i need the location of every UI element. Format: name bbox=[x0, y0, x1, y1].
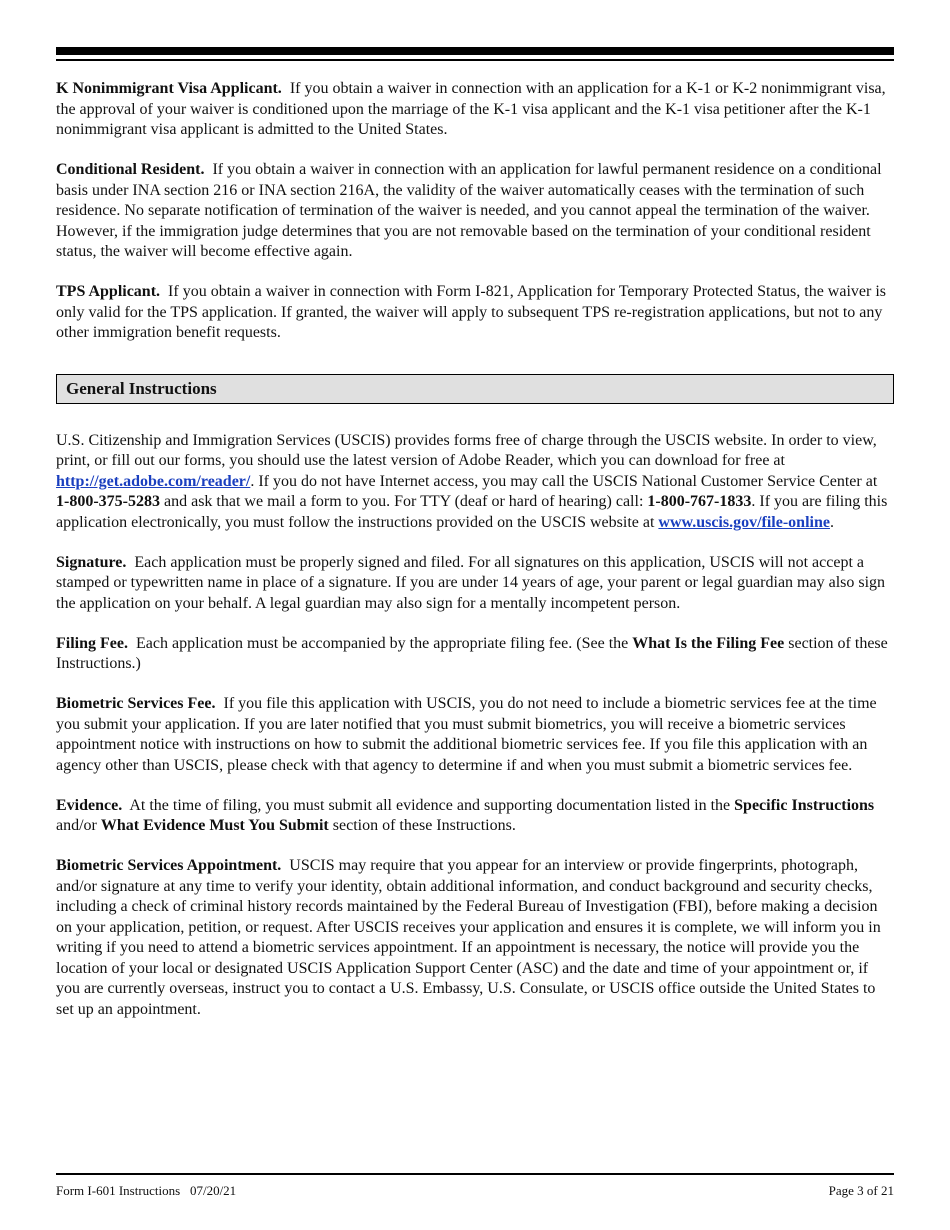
evidence-title: Evidence. bbox=[56, 796, 123, 814]
adobe-reader-link[interactable]: http://get.adobe.com/reader/ bbox=[56, 472, 251, 490]
footer-page-number: Page 3 of 21 bbox=[828, 1183, 894, 1198]
k-visa-paragraph bbox=[56, 79, 894, 141]
filing-fee-reference: What Is the Filing Fee bbox=[632, 634, 785, 652]
evidence-paragraph bbox=[56, 796, 894, 837]
evidence-body-1: At the time of filing, you must submit all evidence and supporting documentation listed in the bbox=[129, 796, 735, 814]
header-rule-thick bbox=[56, 47, 894, 55]
evidence-body-3: section of these Instructions. bbox=[328, 817, 516, 834]
k-visa-body: If you obtain a waiver in connection with an application for a K-1 or K-2 nonimmigrant visa, the approval of your waiver is conditioned upon the marriage of the K-1 visa applicant and the K-1 visa petitioner after the K-1 nonimmigrant visa applicant is admitted to the United States. bbox=[56, 80, 886, 138]
biometric-appointment-title: Biometric Services Appointment. bbox=[56, 857, 282, 874]
ncsc-phone: 1-800-375-5283 bbox=[56, 493, 160, 510]
filing-fee-title: Filing Fee. bbox=[56, 634, 128, 652]
tty-phone: 1-800-767-1833 bbox=[647, 493, 752, 510]
signature-body: Each application must be properly signed and filed. For all signatures on this application, USCIS will not accept a stamped or typewritten name in place of a signature. If you are under 14 years of age, your parent or legal guardian may also sign the application on your behalf. A legal guardian may also sign for a mentally incompetent person. bbox=[56, 553, 886, 612]
conditional-resident-body: If you obtain a waiver in connection with an application for lawful permanent residence on a conditional basis under INA section 216 or INA section 216A, the validity of the waiver automatically ceases with the termination of such residence. No separate notification of termination of the waiver is needed, and you cannot appeal the termination of the waiver. However, if the immigration judge determines that you are not removable based on the termination of your conditional resident status, the waiver will become effective again. bbox=[56, 161, 882, 260]
signature-title: Signature. bbox=[56, 553, 127, 571]
tps-paragraph bbox=[56, 282, 894, 344]
tps-body: If you obtain a waiver in connection with Form I-821, Application for Temporary Protected Status, the waiver is only valid for the TPS application. If granted, the waiver will apply to subsequent TPS re-registration applications, but not to any other immigration benefit requests. bbox=[56, 283, 886, 341]
biometric-fee-title: Biometric Services Fee. bbox=[56, 695, 216, 712]
conditional-resident-title: Conditional Resident. bbox=[56, 161, 205, 178]
biometric-appointment-body: USCIS may require that you appear for an interview or provide fingerprints, photograph, and/or signature at any time to verify your identity, obtain additional information, and conduct background and security checks, including a check of criminal history records maintained by the Federal Bureau of Investigation (FBI), before making a decision on your application, petition, or request. After USCIS receives your application and ensures it is complete, we will inform you in writing if you need to attend a biometric services appointment. If an appointment is necessary, the notice will provide you the location of your local or designated USCIS Application Support Center (ASC) and the date and time of your appointment or, if you are currently overseas, instruct you to contact a U.S. Embassy, U.S. Consulate, or USCIS office outside the United States to set up an appointment. bbox=[56, 857, 881, 1018]
general-intro-text-4: . If you are filing this application electronically, you must follow the instructions provided on the USCIS website at bbox=[56, 493, 888, 531]
conditional-resident-paragraph bbox=[56, 160, 894, 263]
evidence-body-2: and/or bbox=[56, 817, 101, 834]
tps-title: TPS Applicant. bbox=[56, 283, 161, 300]
page-content bbox=[56, 79, 894, 1040]
signature-paragraph bbox=[56, 553, 894, 615]
evidence-reference-2: What Evidence Must You Submit bbox=[100, 817, 329, 834]
general-intro-text-5: . bbox=[829, 513, 834, 531]
general-instructions-header: General Instructions bbox=[56, 374, 894, 404]
file-online-link[interactable]: www.uscis.gov/file-online bbox=[658, 513, 830, 531]
biometric-appointment-paragraph bbox=[56, 856, 894, 1020]
filing-fee-body-1: Each application must be accompanied by the appropriate filing fee. (See the bbox=[135, 634, 633, 652]
footer-rule bbox=[56, 1173, 894, 1175]
k-visa-title: K Nonimmigrant Visa Applicant. bbox=[56, 80, 282, 97]
filing-fee-paragraph bbox=[56, 634, 894, 675]
general-intro-text-3: and ask that we mail a form to you. For TTY (deaf or hard of hearing) call: bbox=[159, 493, 648, 510]
general-intro-paragraph bbox=[56, 431, 894, 534]
biometric-fee-paragraph bbox=[56, 694, 894, 776]
footer-form-id: Form I-601 Instructions 07/20/21 bbox=[56, 1183, 237, 1198]
header-rule-thin bbox=[56, 59, 894, 61]
general-intro-text-2: . If you do not have Internet access, you may call the USCIS National Customer Service Center at bbox=[250, 472, 878, 490]
filing-fee-body-2: section of these Instructions.) bbox=[56, 634, 888, 672]
general-intro-text-1: U.S. Citizenship and Immigration Services (USCIS) provides forms free of charge through the USCIS website. In order to view, print, or fill out our forms, you should use the latest version of Adobe Reader, which you can download for free at bbox=[56, 431, 877, 469]
biometric-fee-body: If you file this application with USCIS, you do not need to include a biometric services fee at the time you submit your application. If you are later notified that you must submit biometrics, you will receive a biometric services appointment notice with instructions on how to submit the additional biometric services fee. If you file this application with an agency other than USCIS, please check with that agency to determine if and when you must submit a biometric services fee. bbox=[56, 695, 877, 774]
evidence-reference-1: Specific Instructions bbox=[734, 796, 875, 814]
